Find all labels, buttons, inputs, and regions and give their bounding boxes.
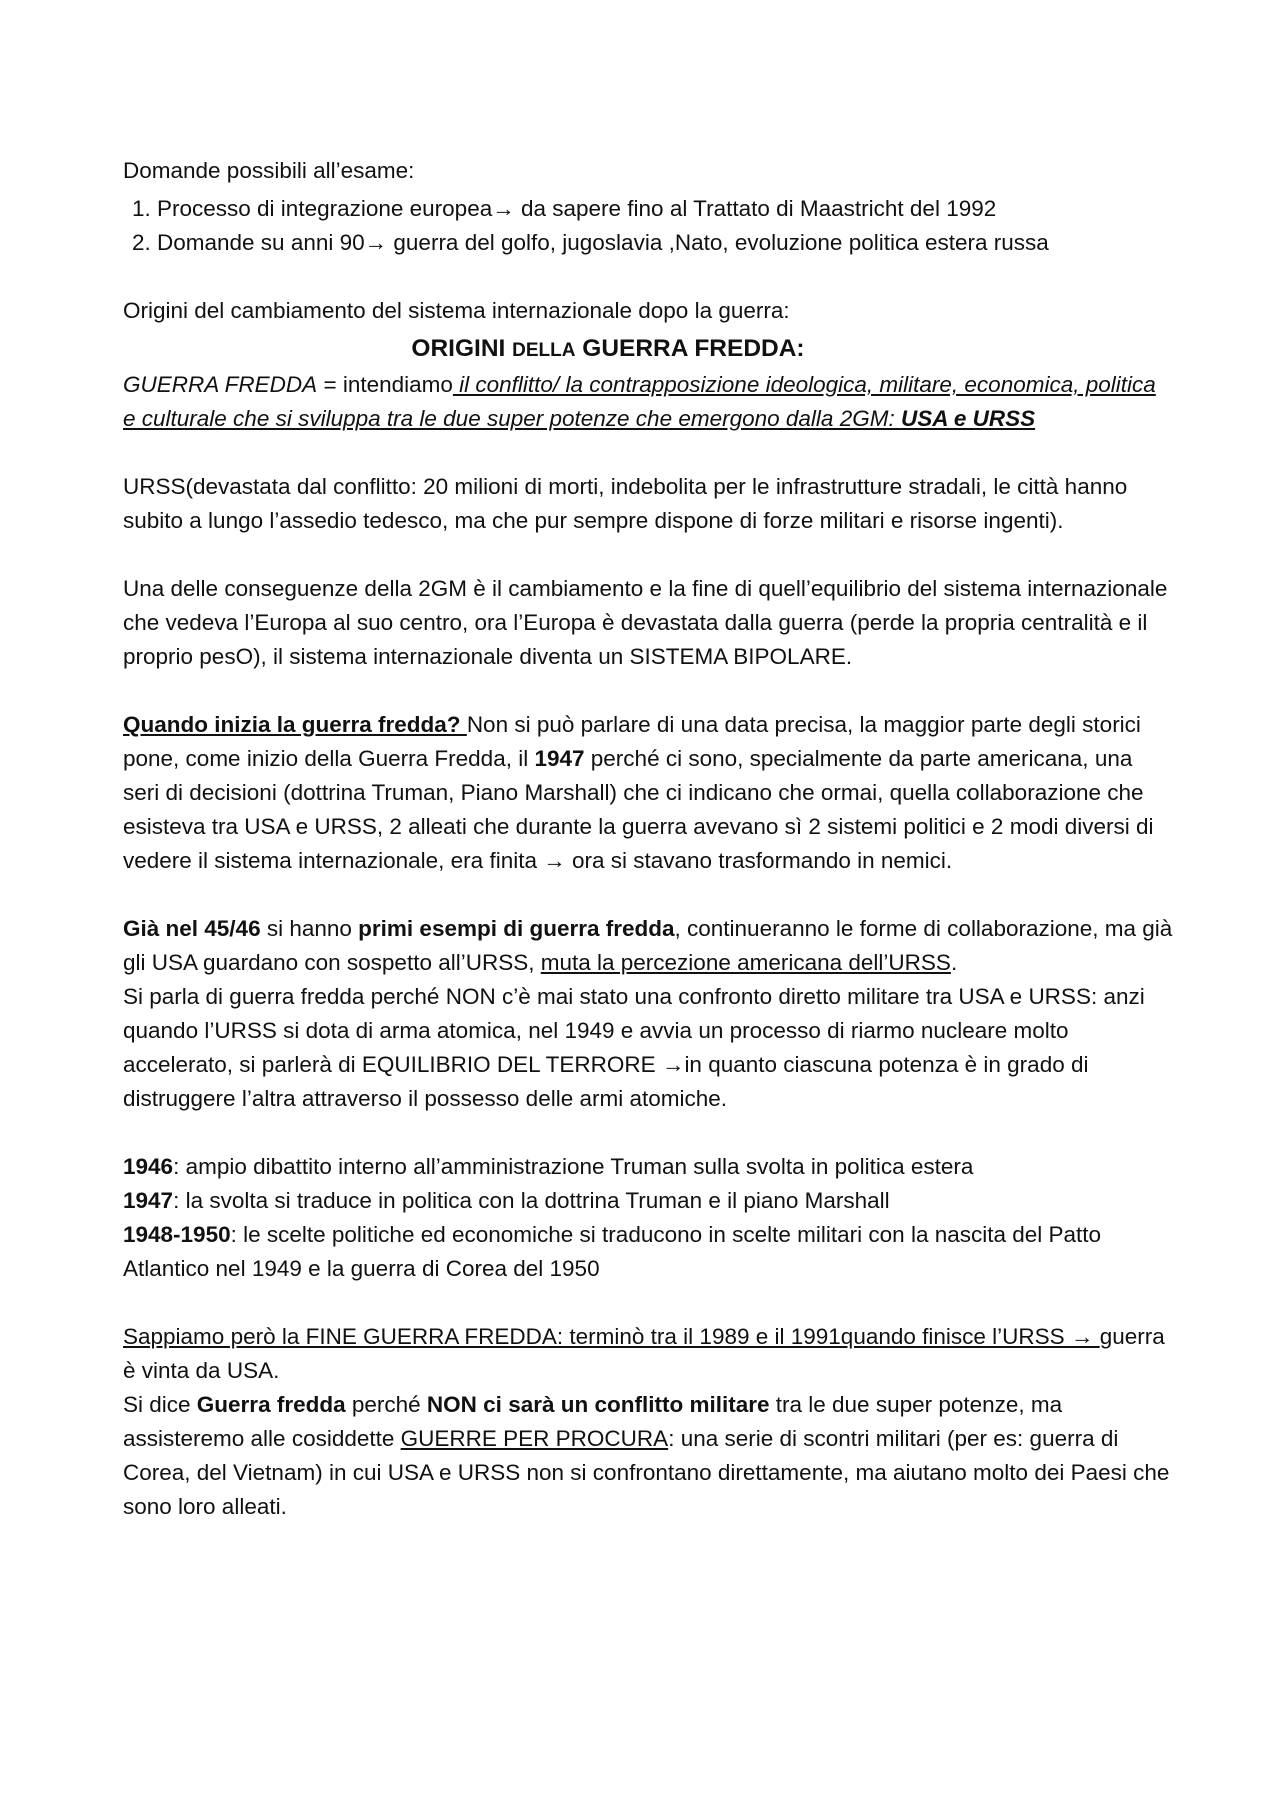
- definition-powers: USA e URSS: [900, 406, 1036, 431]
- paragraph-text: : una serie di scontri militari (per es: guerra di Corea, del Vietnam) in cui USA e URSS non si confrontano direttamente, ma aiutano molto dei Paesi che sono loro alleati.: [123, 1426, 1170, 1519]
- title-part: GUERRA FREDDA:: [575, 335, 805, 362]
- timeline-text: : le scelte politiche ed economiche si traducono in scelte militari con la nascita del Patto Atlantico nel 1949 e la guerra di Corea del 1950: [123, 1222, 1102, 1281]
- terror-paragraph: [123, 980, 1173, 1116]
- arrow-right-icon: →: [661, 1052, 685, 1077]
- list-item: [157, 192, 1173, 226]
- spacer: [123, 674, 1173, 708]
- definition-text: il conflitto/ la contrapposizione ideologica, militare, economica, politica e culturale che si sviluppa tra le due super potenze che emergono dalla 2GM:: [123, 372, 1156, 431]
- definition-eq: = intendiamo: [317, 372, 453, 397]
- paragraph-text: Si parla di guerra fredda perché NON c’è mai stato una confronto diretto militare tra USA e URSS: anzi quando l’URSS si dota di arma atomica, nel 1949 e avvia un processo di riarmo nucleare molto accelerato, si parlerà di EQUILIBRIO DEL TERRORE: [123, 984, 1145, 1077]
- arrow-right-icon: →: [364, 230, 388, 255]
- origins-intro: Origini del cambiamento del sistema internazionale dopo la guerra:: [123, 298, 790, 323]
- section-title: [123, 332, 1173, 368]
- end-statement: Sappiamo però la FINE GUERRA FREDDA: terminò tra il 1989 e il 1991quando finisce l’URSS: [123, 1324, 1071, 1349]
- question-text: da sapere fino al Trattato di Maastricht del 1992: [514, 196, 997, 221]
- bold-text: primi esempi di guerra fredda: [358, 916, 675, 941]
- underlined-text: [123, 1324, 1100, 1349]
- paragraph-text: , continueranno le forme di collaborazione, ma già gli USA guardano con sospetto all’URSS,: [123, 916, 1173, 975]
- exam-questions-list: [123, 192, 1173, 260]
- arrow-right-icon: →: [543, 848, 566, 873]
- timeline-year: 1946: [123, 1154, 174, 1179]
- timeline-year: 1948-1950: [123, 1222, 231, 1247]
- cold-war-definition: [123, 368, 1173, 436]
- start-paragraph: [123, 708, 1173, 878]
- spacer: [123, 538, 1173, 572]
- arrow-right-icon: →: [1070, 1324, 1094, 1349]
- timeline-item: [123, 1184, 1173, 1218]
- paragraph-text: in quanto ciascuna potenza è in grado di distruggere l’altra attraverso il possesso delle armi atomiche.: [123, 1052, 1089, 1111]
- paragraph-text: perché: [345, 1392, 427, 1417]
- start-question: Quando inizia la guerra fredda?: [123, 712, 467, 737]
- timeline-text: : la svolta si traduce in politica con la dottrina Truman e il piano Marshall: [173, 1188, 890, 1213]
- start-year: 1947: [534, 746, 585, 771]
- question-text: Domande su anni 90: [157, 230, 365, 255]
- proxy-wars-paragraph: [123, 1388, 1173, 1524]
- paragraph-text: tra le due super potenze, ma assisteremo alle cosiddette: [123, 1392, 1063, 1451]
- question-text: Processo di integrazione europea: [157, 196, 493, 221]
- list-item: [157, 226, 1173, 260]
- early-paragraph: [123, 912, 1173, 980]
- timeline-item: [123, 1218, 1173, 1286]
- paragraph-text: Non si può parlare di una data precisa, la maggior parte degli storici pone, come inizio della Guerra Fredda, il: [123, 712, 1141, 771]
- timeline-year: 1947: [123, 1188, 174, 1213]
- spacer: [123, 878, 1173, 912]
- paragraph-text: Si dice: [123, 1392, 197, 1417]
- consequences-paragraph: Una delle conseguenze della 2GM è il cambiamento e la fine di quell’equilibrio del sistema internazionale che vedeva l’Europa al suo centro, ora l’Europa è devastata dalla guerra (perde la propria centralità e il proprio pesO), il sistema internazionale diventa un SISTEMA BIPOLARE.: [123, 576, 1168, 669]
- spacer: [123, 1116, 1173, 1150]
- spacer: [123, 1286, 1173, 1320]
- timeline-item: [123, 1150, 1173, 1184]
- exam-intro: Domande possibili all’esame:: [123, 158, 415, 183]
- arrow-right-icon: →: [492, 196, 515, 221]
- question-text: guerra del golfo, jugoslavia ,Nato, evoluzione politica estera russa: [387, 230, 1049, 255]
- bold-text: NON ci sarà un conflitto militare: [426, 1392, 770, 1417]
- definition-term: GUERRA FREDDA: [123, 372, 318, 397]
- underlined-text: muta la percezione americana dell’URSS: [540, 950, 951, 975]
- underlined-text: GUERRE PER PROCURA: [400, 1426, 669, 1451]
- paragraph-text: guerra è vinta da USA.: [123, 1324, 1165, 1383]
- spacer: [123, 436, 1173, 470]
- spacer: [123, 260, 1173, 294]
- paragraph-text: .: [950, 950, 958, 975]
- title-part: DELLA: [512, 340, 576, 361]
- paragraph-text: ora si stavano trasformando in nemici.: [565, 848, 953, 873]
- document-page: [123, 154, 1173, 1524]
- paragraph-text: si hanno: [260, 916, 359, 941]
- paragraph-text: perché ci sono, specialmente da parte americana, una seri di decisioni (dottrina Truman, Piano Marshall) che ci indicano che ormai, quella collaborazione che esisteva tra USA e URSS, 2 alleati che durante la guerra avevano sì 2 sistemi politici e 2 modi diversi di vedere il sistema internazionale, era finita: [123, 746, 1154, 873]
- urss-paragraph: URSS(devastata dal conflitto: 20 milioni di morti, indebolita per le infrastrutture stradali, le città hanno subito a lungo l’assedio tedesco, ma che pur sempre dispone di forze militari e risorse ingenti).: [123, 474, 1128, 533]
- timeline-text: : ampio dibattito interno all’amministrazione Truman sulla svolta in politica estera: [173, 1154, 974, 1179]
- title-part: ORIGINI: [411, 335, 513, 362]
- bold-text: Già nel 45/46: [123, 916, 261, 941]
- bold-text: Guerra fredda: [196, 1392, 346, 1417]
- end-paragraph: [123, 1320, 1173, 1388]
